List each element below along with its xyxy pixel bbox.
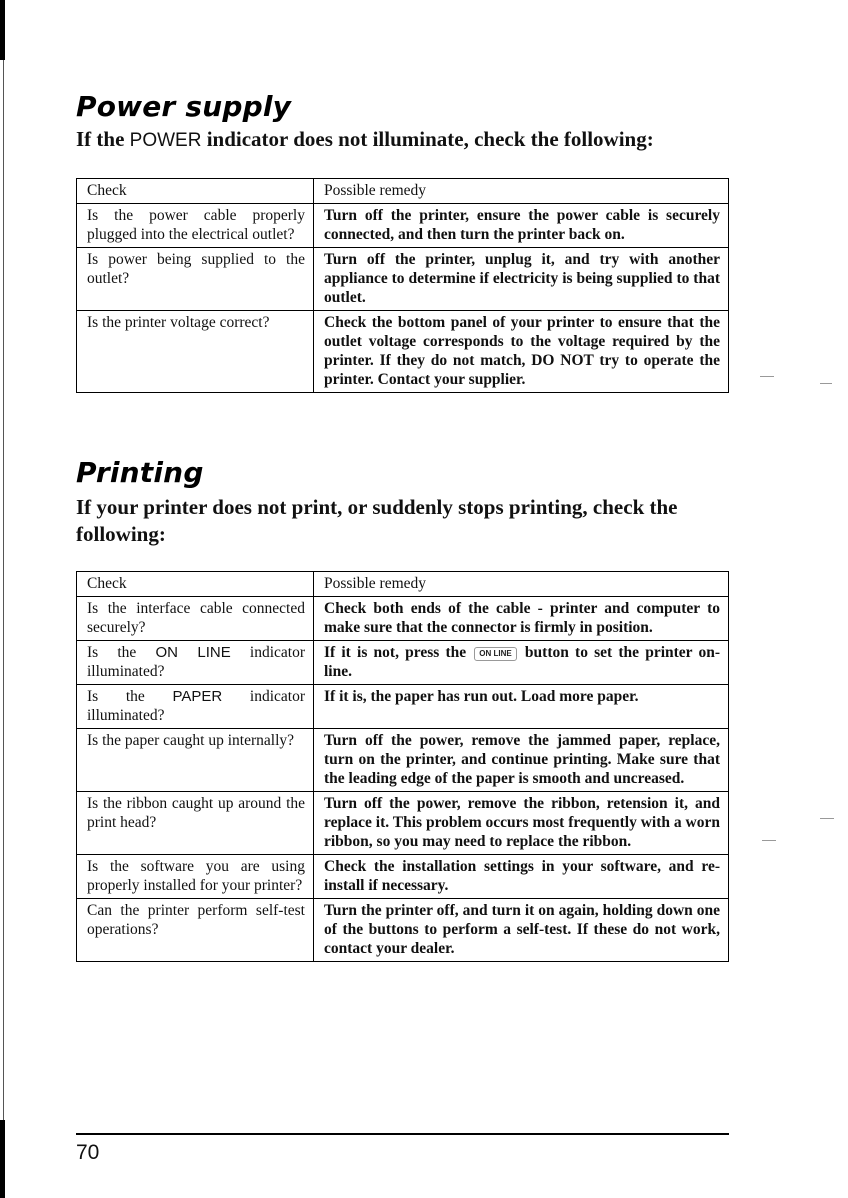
remedy-cell: Turn off the printer, unplug it, and try with another appliance to determine if electricity is being supplied to that outlet. xyxy=(314,248,729,311)
remedy-cell: Turn the printer off, and turn it on again, holding down one of the buttons to perform a self-test. If these do not work, contact your dealer. xyxy=(314,899,729,962)
check-cell: Is the ribbon caught up around the print head? xyxy=(77,792,314,855)
scan-mark xyxy=(820,383,832,384)
table-row xyxy=(77,899,729,962)
remedy-cell: Turn off the power, remove the ribbon, retension it, and replace it. This problem occurs most frequently with a worn ribbon, so you may need to replace the ribbon. xyxy=(314,792,729,855)
check-text: indicator illuminated? xyxy=(87,688,305,724)
section-title-printing: Printing xyxy=(76,456,204,489)
table-row xyxy=(77,204,729,248)
intro-text: indicator does not illuminate, check the following: xyxy=(201,127,654,151)
header-remedy: Possible remedy xyxy=(314,179,729,204)
check-cell: Is the paper caught up internally? xyxy=(77,729,314,792)
power-indicator-label: POWER xyxy=(129,130,202,151)
online-indicator-label: ON LINE xyxy=(155,644,231,661)
power-supply-intro xyxy=(76,126,736,154)
check-text: Is the xyxy=(87,644,156,661)
binding-edge-line xyxy=(3,60,4,1190)
remedy-cell xyxy=(314,641,729,685)
remedy-cell: Check both ends of the cable - printer and computer to make sure that the connector is firmly in position. xyxy=(314,597,729,641)
printing-intro: If your printer does not print, or suddenly stops printing, check the following: xyxy=(76,495,678,546)
paper-indicator-label: PAPER xyxy=(172,688,223,705)
check-cell xyxy=(77,685,314,729)
check-cell: Is the software you are using properly installed for your printer? xyxy=(77,855,314,899)
table-row xyxy=(77,792,729,855)
table-row xyxy=(77,641,729,685)
remedy-cell: Turn off the printer, ensure the power cable is securely connected, and then turn the printer back on. xyxy=(314,204,729,248)
remedy-cell: Check the bottom panel of your printer to ensure that the outlet voltage corresponds to the voltage required by the printer. If they do not match, DO NOT try to operate the printer. Contact your supplier. xyxy=(314,311,729,393)
section-title-power-supply: Power supply xyxy=(76,90,292,123)
intro-text: If the xyxy=(76,127,130,151)
table-row xyxy=(77,855,729,899)
remedy-cell: Turn off the power, remove the jammed paper, replace, turn on the printer, and continue printing. Make sure that the leading edge of the paper is smooth and uncreased. xyxy=(314,729,729,792)
check-cell: Is the interface cable connected securely? xyxy=(77,597,314,641)
scan-mark xyxy=(820,818,834,819)
remedy-cell: If it is, the paper has run out. Load more paper. xyxy=(314,685,729,729)
table-row xyxy=(77,311,729,393)
online-button-icon: ON LINE xyxy=(474,647,516,661)
check-cell: Is the power cable properly plugged into the electrical outlet? xyxy=(77,204,314,248)
table-row xyxy=(77,729,729,792)
check-text: indicator illuminated? xyxy=(87,644,305,680)
table-header-row xyxy=(77,572,729,597)
printing-table xyxy=(76,571,729,962)
table-header-row xyxy=(77,179,729,204)
check-text: Is the xyxy=(87,688,173,705)
power-supply-table xyxy=(76,178,729,393)
table-row xyxy=(77,685,729,729)
check-cell xyxy=(77,641,314,685)
check-cell: Is the printer voltage correct? xyxy=(77,311,314,393)
table-row xyxy=(77,248,729,311)
page-number: 70 xyxy=(76,1141,100,1164)
binding-edge-mark xyxy=(0,0,5,60)
header-check: Check xyxy=(77,179,314,204)
footer-rule xyxy=(76,1133,729,1135)
check-cell: Can the printer perform self-test operations? xyxy=(77,899,314,962)
table-row xyxy=(77,597,729,641)
remedy-cell: Check the installation settings in your software, and re-install if necessary. xyxy=(314,855,729,899)
scan-mark xyxy=(760,376,774,377)
remedy-text: button to set the printer on-line. xyxy=(324,644,720,680)
remedy-text: If it is not, press the xyxy=(324,644,473,661)
binding-edge-mark-bottom xyxy=(0,1120,5,1198)
check-cell: Is power being supplied to the outlet? xyxy=(77,248,314,311)
header-remedy: Possible remedy xyxy=(314,572,729,597)
header-check: Check xyxy=(77,572,314,597)
scan-mark xyxy=(762,840,776,841)
